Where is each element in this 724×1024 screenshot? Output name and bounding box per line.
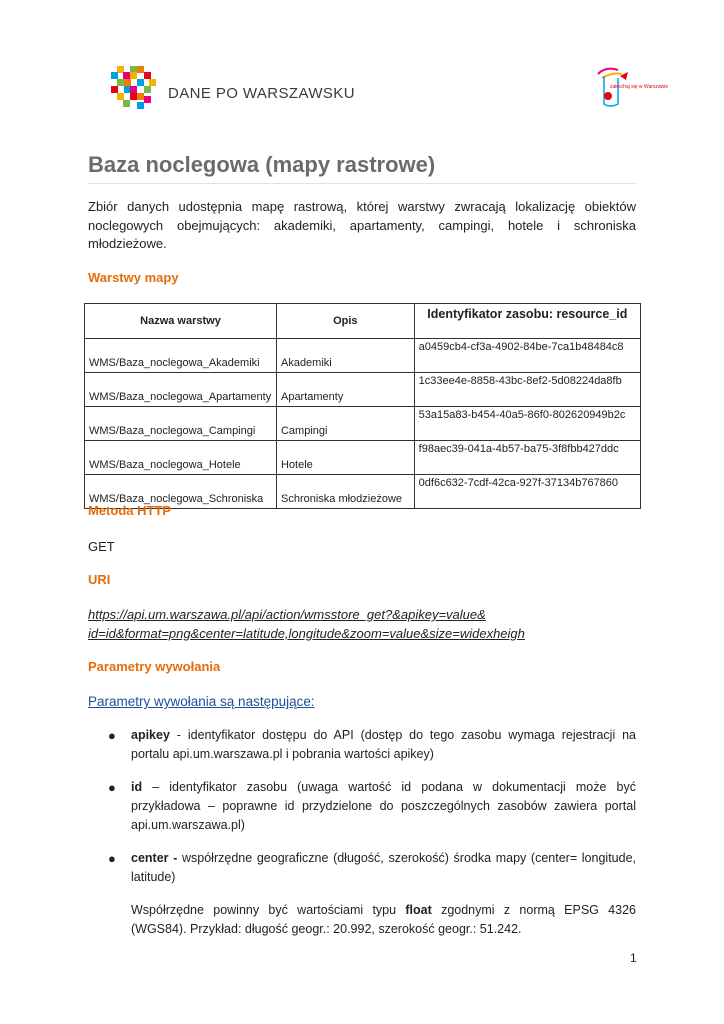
warsaw-city-logo-icon: [592, 64, 669, 110]
resource-id-cell: f98aec39-041a-4b57-ba75-3f8fbb427ddc: [414, 441, 640, 475]
params-heading: Parametry wywołania: [88, 659, 221, 674]
table-row: [85, 441, 641, 475]
params-list: [88, 726, 636, 939]
layers-table: [84, 303, 641, 509]
page-title: Baza noclegowa (mapy rastrowe): [88, 152, 637, 184]
layer-description-cell: Hotele: [276, 441, 414, 475]
note-text: Współrzędne powinny być wartościami typu: [131, 903, 406, 917]
uri-link[interactable]: [88, 605, 648, 643]
table-header-cell: Nazwa warstwy: [85, 304, 277, 339]
table-header-row: [85, 304, 641, 339]
uri-line-2: id=id&format=png&center=latitude,longitude&zoom=value&size=widexheigh: [88, 626, 525, 641]
bullet-icon: ●: [108, 728, 116, 743]
uri-line-1: https://api.um.warszawa.pl/api/action/wmsstore_get?&apikey=value&: [88, 607, 486, 622]
layer-description-cell: Campingi: [276, 407, 414, 441]
table-row: [85, 373, 641, 407]
uri-heading: URI: [88, 572, 111, 587]
bullet-icon: ●: [108, 851, 116, 866]
param-text: – identyfikator zasobu (uwaga wartość id podana w dokumentacji może być przykładowa – poprawne id przydzielone do poszczególnych zasobów zawiera portal api.um.warszawa.pl): [131, 780, 636, 832]
param-term: id: [131, 780, 143, 794]
layers-heading: Warstwy mapy: [88, 270, 179, 285]
table-header-cell: Identyfikator zasobu: resource_id: [414, 304, 640, 339]
dane-po-warszawsku-logo-icon: [111, 66, 156, 111]
params-subheading: Parametry wywołania są następujące:: [88, 694, 315, 709]
coordinates-note: [131, 901, 636, 939]
resource-id-cell: a0459cb4-cf3a-4902-84be-7ca1b48484c8: [414, 339, 640, 373]
logo-text: DANE PO WARSZAWSKU: [168, 85, 355, 102]
http-method-value: GET: [88, 539, 115, 554]
param-text: współrzędne geograficzne (długość, szerokość) środka mapy (center= longitude, latitude): [131, 851, 636, 884]
note-text: zgodnymi z normą EPSG 4326 (WGS84). Przykład: długość geogr.: 20.992, szerokość geogr.: 51.242.: [131, 903, 636, 936]
table-header-cell: Opis: [276, 304, 414, 339]
table-row: [85, 339, 641, 373]
http-method-heading: Metoda HTTP: [88, 503, 172, 518]
resource-id-cell: 1c33ee4e-8858-43bc-8ef2-5d08224da8fb: [414, 373, 640, 407]
param-term: center -: [131, 851, 178, 865]
resource-id-cell: 53a15a83-b454-40a5-86f0-802620949b2c: [414, 407, 640, 441]
layer-description-cell: Apartamenty: [276, 373, 414, 407]
list-item: [88, 849, 636, 939]
layer-name-cell: WMS/Baza_noclegowa_Hotele: [85, 441, 277, 475]
layer-name-cell: WMS/Baza_noclegowa_Campingi: [85, 407, 277, 441]
list-item: [88, 778, 636, 835]
list-item: [88, 726, 636, 764]
intro-paragraph: Zbiór danych udostępnia mapę rastrową, której warstwy zwracają lokalizację obiektów noclegowych obejmujących: akademiki, apartamenty, campingi, hotele i schroniska młodzieżowe.: [88, 199, 636, 251]
layer-name-cell: WMS/Baza_noclegowa_Apartamenty: [85, 373, 277, 407]
param-term: apikey: [131, 728, 170, 742]
layer-name-cell: WMS/Baza_noclegowa_Akademiki: [85, 339, 277, 373]
table-row: [85, 407, 641, 441]
layer-name-cell: WMS/Baza_noclegowa_Schroniska: [85, 475, 277, 509]
resource-id-cell: 0df6c632-7cdf-42ca-927f-37134b767860: [414, 475, 640, 509]
param-text: - identyfikator dostępu do API (dostęp do tego zasobu wymaga rejestracji na portalu api.um.warszawa.pl i pobrania wartości apikey): [131, 728, 636, 761]
bullet-icon: ●: [108, 780, 116, 795]
right-logo-text: zakochaj się w Warszawie: [610, 84, 669, 90]
note-bold: float: [405, 903, 432, 917]
layer-description-cell: Schroniska młodzieżowe: [276, 475, 414, 509]
page-number: 1: [630, 951, 637, 965]
layer-description-cell: Akademiki: [276, 339, 414, 373]
